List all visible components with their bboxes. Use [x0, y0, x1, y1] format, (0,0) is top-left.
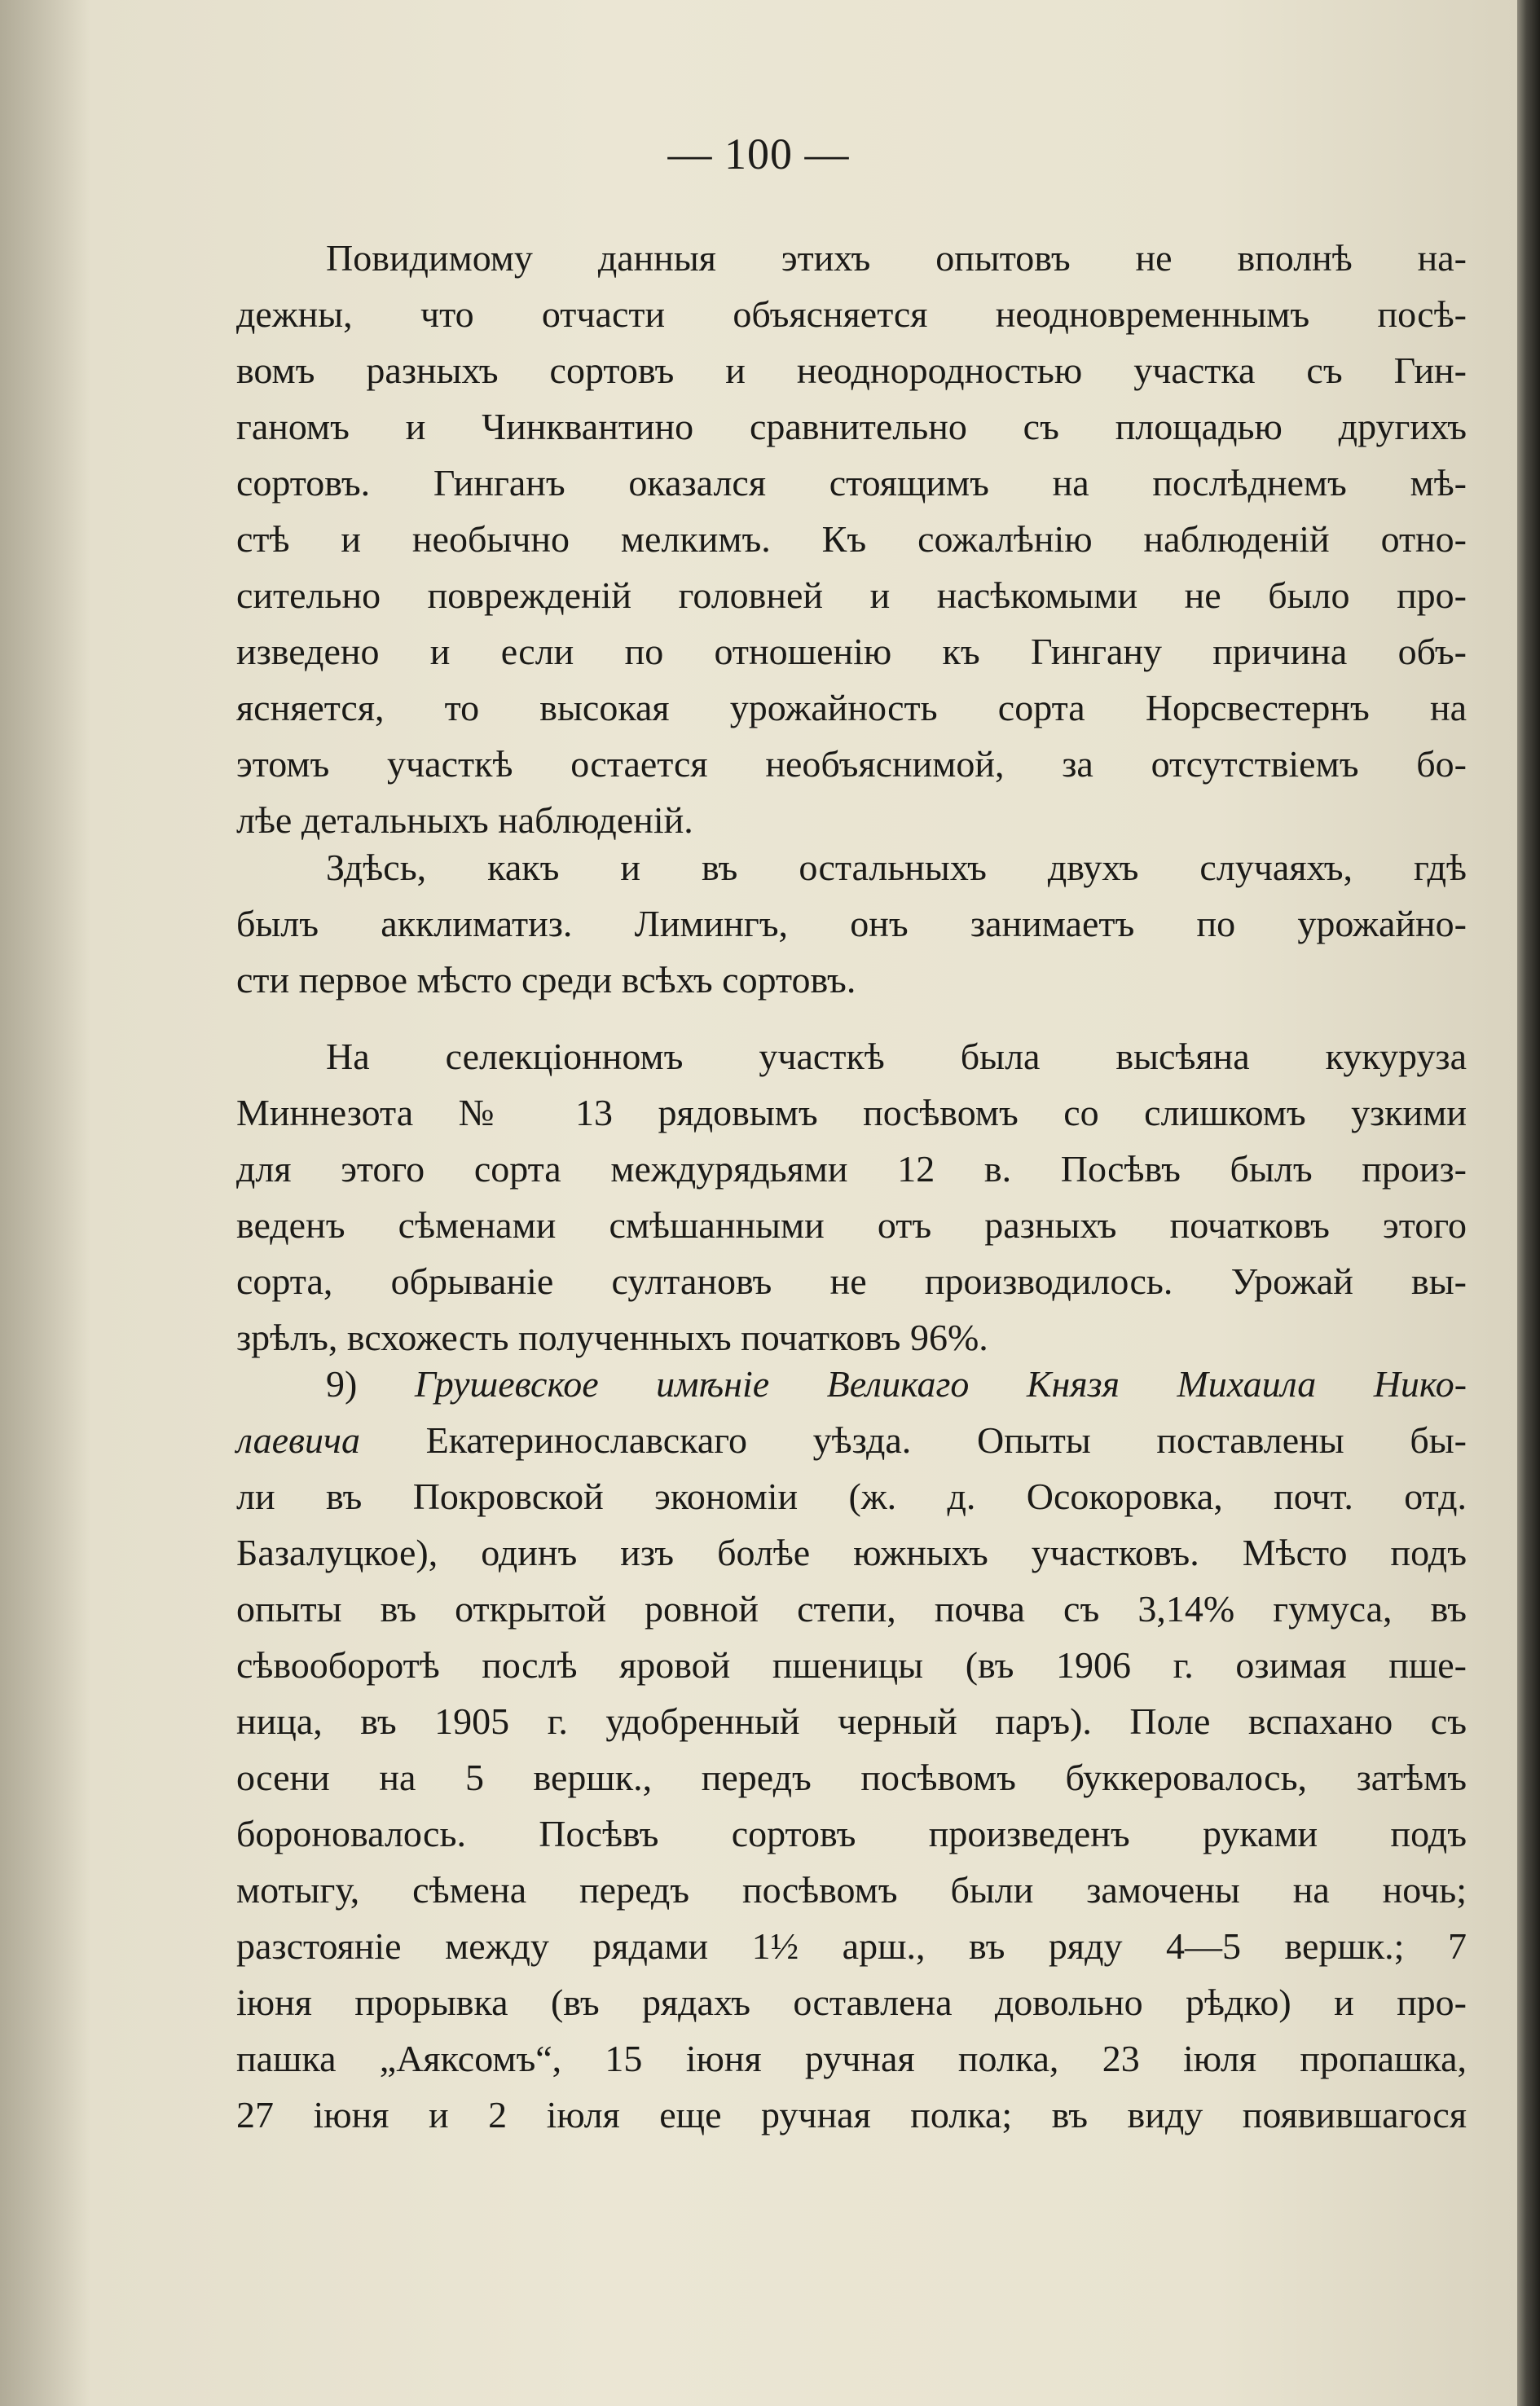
text-line: Базалуцкое), одинъ изъ болѣе южныхъ участковъ. Мѣсто подъ — [236, 1532, 1467, 1573]
text-line: для этого сорта междурядьями 12 в. Посѣвъ былъ произ- — [236, 1148, 1467, 1190]
paragraph-4 — [236, 1356, 1467, 2143]
page-edge-shadow — [1517, 0, 1540, 2406]
text-line: ясняется, то высокая урожайность сорта Норсвестернъ на — [236, 687, 1467, 728]
text-line: изведено и если по отношенію къ Гингану причина объ- — [236, 631, 1467, 672]
estate-title: Грушевское имѣніе Великаго Князя Михаила Нико- — [414, 1363, 1467, 1405]
text-line: На селекціонномъ участкѣ была высѣяна кукуруза — [326, 1036, 1467, 1077]
text-line: мотыгу, сѣмена передъ посѣвомъ были замочены на ночь; — [236, 1869, 1467, 1911]
text-line: стѣ и необычно мелкимъ. Къ сожалѣнію наблюденій отно- — [236, 518, 1467, 560]
page-number: — 100 — — [667, 130, 850, 178]
text-line: Миннезота № 13 рядовымъ посѣвомъ со слишкомъ узкими — [236, 1092, 1467, 1133]
text-line: ганомъ и Чинквантино сравнительно съ площадью другихъ — [236, 406, 1467, 447]
section-heading-line — [236, 1356, 1467, 1412]
text-line: бороновалось. Посѣвъ сортовъ произведенъ руками подъ — [236, 1813, 1467, 1854]
section-number: 9) — [326, 1363, 358, 1405]
text-run: Екатеринославскаго уѣзда. Опыты поставлены бы- — [425, 1419, 1467, 1461]
text-line: опыты въ открытой ровной степи, почва съ 3,14% гумуса, въ — [236, 1588, 1467, 1630]
text-line: сѣвооборотѣ послѣ яровой пшеницы (въ 1906 г. озимая пше- — [236, 1644, 1467, 1686]
text-line: веденъ сѣменами смѣшанными отъ разныхъ початковъ этого — [236, 1204, 1467, 1246]
text-line: пашка „Аяксомъ“, 15 іюня ручная полка, 23 іюля пропашка, — [236, 2038, 1467, 2079]
text-line: лѣе детальныхъ наблюденій. — [236, 799, 693, 841]
text-line: Повидимому данныя этихъ опытовъ не вполнѣ на- — [326, 237, 1467, 279]
text-line: сти первое мѣсто среди всѣхъ сортовъ. — [236, 959, 856, 1001]
paragraph-3 — [236, 1028, 1467, 1366]
text-line: 27 іюня и 2 іюля еще ручная полка; въ виду появившагося — [236, 2094, 1467, 2135]
text-line: вомъ разныхъ сортовъ и неоднородностью участка съ Гин- — [236, 350, 1467, 391]
text-line: былъ акклиматиз. Лимингъ, онъ занимаетъ по урожайно- — [236, 903, 1467, 944]
text-line: этомъ участкѣ остается необъяснимой, за отсутствіемъ бо- — [236, 743, 1467, 785]
paragraph-1 — [236, 230, 1467, 848]
text-line: іюня прорывка (въ рядахъ оставлена довольно рѣдко) и про- — [236, 1982, 1467, 2023]
margin-shadow — [0, 0, 90, 2406]
text-line: зрѣлъ, всхожесть полученныхъ початковъ 96%. — [236, 1317, 988, 1358]
text-line: дежны, что отчасти объясняется неодновременнымъ посѣ- — [236, 293, 1467, 335]
text-line: разстояніе между рядами 1½ арш., въ ряду 4—5 вершк.; 7 — [236, 1925, 1467, 1967]
text-line: Здѣсь, какъ и въ остальныхъ двухъ случаяхъ, гдѣ — [326, 847, 1467, 888]
text-line: сортовъ. Гинганъ оказался стоящимъ на послѣднемъ мѣ- — [236, 462, 1467, 504]
text-line: ли въ Покровской экономіи (ж. д. Осокоровка, почт. отд. — [236, 1476, 1467, 1517]
text-line: сорта, обрываніе султановъ не производилось. Урожай вы- — [236, 1260, 1467, 1302]
text-line: осени на 5 вершк., передъ посѣвомъ буккеровалось, затѣмъ — [236, 1757, 1467, 1798]
text-line — [236, 1412, 1467, 1468]
text-line: ница, въ 1905 г. удобренный черный паръ). Поле вспахано съ — [236, 1700, 1467, 1742]
text-line: сительно поврежденій головней и насѣкомыми не было про- — [236, 574, 1467, 616]
estate-title-continued: лаевича — [236, 1419, 360, 1461]
paragraph-2 — [236, 839, 1467, 1008]
